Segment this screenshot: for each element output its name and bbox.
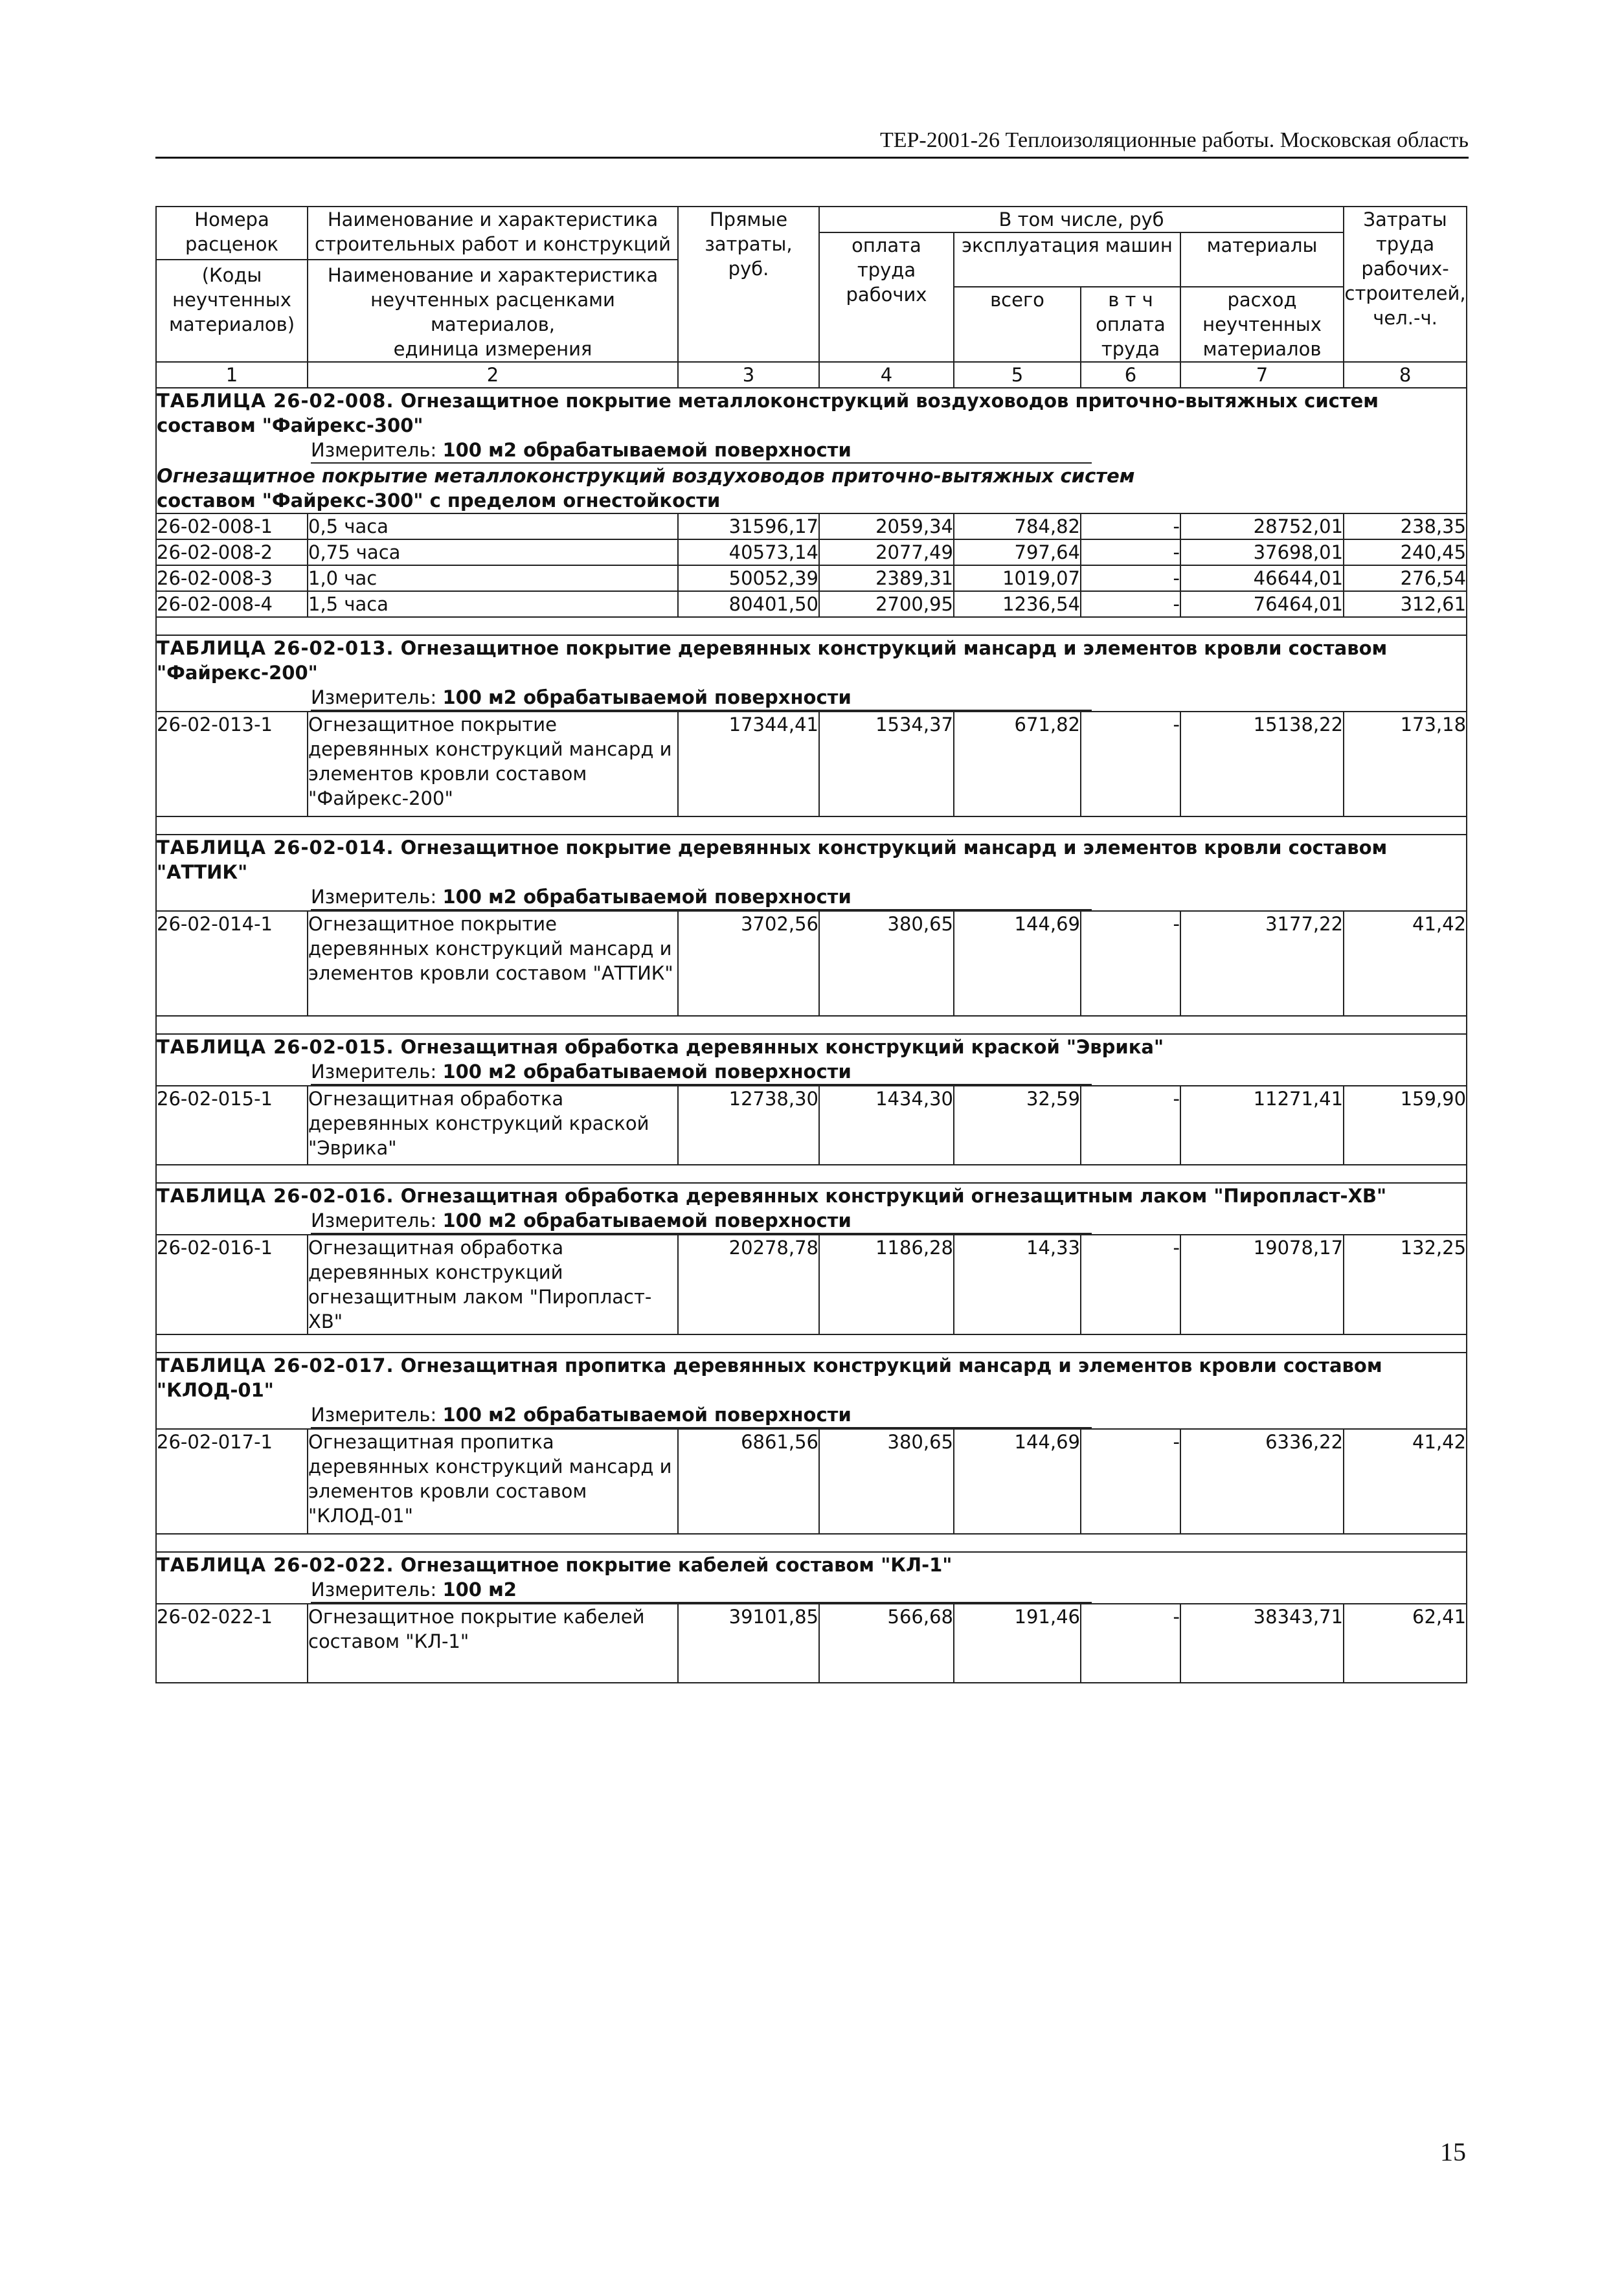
section-title-row	[156, 1552, 1467, 1577]
measure-row	[156, 884, 1467, 911]
measure-row	[156, 1577, 1467, 1604]
measure-cell	[156, 438, 1467, 464]
rate-code: 26-02-022-1	[156, 1604, 308, 1683]
measure-row	[156, 1208, 1467, 1235]
labor-cost: 1186,28	[819, 1235, 954, 1334]
labor-cost: 2059,34	[819, 513, 954, 539]
column-number: 7	[1180, 362, 1344, 388]
table-label: ТАБЛИЦА 26-02-013.	[157, 637, 394, 659]
column-numbers-row	[156, 362, 1467, 388]
machine-cost: 671,82	[954, 712, 1081, 816]
materials-cost: 37698,01	[1180, 539, 1344, 565]
machine-cost: 1236,54	[954, 591, 1081, 617]
header-col4: оплата труда рабочих	[819, 232, 954, 362]
machine-labor-cost: -	[1081, 911, 1180, 1016]
materials-cost: 46644,01	[1180, 565, 1344, 591]
table-title-text: Огнезащитное покрытие металлоконструкций воздуховодов приточно-вытяжных систем составом "Файрекс-300"	[157, 390, 1379, 436]
labor-hours: 62,41	[1344, 1604, 1467, 1683]
machine-cost: 191,46	[954, 1604, 1081, 1683]
work-name: Огнезащитная пропитка деревянных конструкций мансард и элементов кровли составом "КЛОД-01"	[308, 1429, 678, 1534]
section-title-row	[156, 635, 1467, 685]
section-title	[156, 1552, 1467, 1577]
header-col2: Наименование и характеристика строительных работ и конструкций Наименование и характеристика неучтенных расценками материалов, единица измерения	[308, 207, 678, 362]
table-title-text: Огнезащитная пропитка деревянных конструкций мансард и элементов кровли составом "КЛОД-01"	[157, 1355, 1382, 1401]
measure-cell	[156, 884, 1467, 911]
section-title-row	[156, 835, 1467, 884]
page-number: 15	[1440, 2137, 1466, 2166]
column-number: 8	[1344, 362, 1467, 388]
work-name: 0,5 часа	[308, 513, 678, 539]
labor-cost: 1434,30	[819, 1086, 954, 1165]
labor-hours: 276,54	[1344, 565, 1467, 591]
materials-cost: 76464,01	[1180, 591, 1344, 617]
gap-cell	[156, 1165, 1467, 1183]
direct-costs: 40573,14	[678, 539, 819, 565]
direct-costs: 80401,50	[678, 591, 819, 617]
rate-code: 26-02-014-1	[156, 911, 308, 1016]
header-col6: в т ч оплата труда	[1081, 287, 1180, 362]
labor-cost: 2700,95	[819, 591, 954, 617]
section-title	[156, 1183, 1467, 1208]
table-row	[156, 539, 1467, 565]
section-title	[156, 835, 1467, 884]
machine-cost: 144,69	[954, 1429, 1081, 1534]
direct-costs: 20278,78	[678, 1235, 819, 1334]
labor-cost: 1534,37	[819, 712, 954, 816]
labor-cost: 2077,49	[819, 539, 954, 565]
machine-labor-cost: -	[1081, 591, 1180, 617]
labor-cost: 566,68	[819, 1604, 954, 1683]
table-row	[156, 1604, 1467, 1683]
table-row	[156, 565, 1467, 591]
gap-cell	[156, 617, 1467, 635]
rate-code: 26-02-008-3	[156, 565, 308, 591]
rate-code: 26-02-016-1	[156, 1235, 308, 1334]
measure-value: 100 м2 обрабатываемой поверхности	[442, 686, 851, 708]
measure-cell	[156, 1059, 1467, 1086]
labor-hours: 159,90	[1344, 1086, 1467, 1165]
measure-value: 100 м2	[442, 1579, 517, 1601]
header-col5: всего	[954, 287, 1081, 362]
section-title	[156, 635, 1467, 685]
direct-costs: 12738,30	[678, 1086, 819, 1165]
materials-cost: 3177,22	[1180, 911, 1344, 1016]
section-gap	[156, 617, 1467, 635]
work-name: Огнезащитное покрытие деревянных конструкций мансард и элементов кровли составом "Файрекс-200"	[308, 712, 678, 816]
labor-hours: 312,61	[1344, 591, 1467, 617]
section-gap	[156, 1534, 1467, 1552]
machine-labor-cost: -	[1081, 1604, 1180, 1683]
direct-costs: 3702,56	[678, 911, 819, 1016]
measure-label: Измеритель:	[311, 1209, 437, 1231]
measure-row	[156, 685, 1467, 712]
machine-labor-cost: -	[1081, 513, 1180, 539]
measure-row	[156, 1402, 1467, 1429]
machine-labor-cost: -	[1081, 539, 1180, 565]
materials-cost: 28752,01	[1180, 513, 1344, 539]
table-title-text: Огнезащитное покрытие деревянных конструкций мансард и элементов кровли составом "АТТИК"	[157, 837, 1388, 883]
section-title	[156, 388, 1467, 438]
section-title-row	[156, 388, 1467, 438]
work-name: Огнезащитная обработка деревянных конструкций огнезащитным лаком "Пиропласт-ХВ"	[308, 1235, 678, 1334]
table-row	[156, 1086, 1467, 1165]
section-gap	[156, 816, 1467, 835]
materials-cost: 19078,17	[1180, 1235, 1344, 1334]
page-header: ТЕР-2001-26 Теплоизоляционные работы. Московская область	[155, 128, 1469, 159]
materials-cost: 11271,41	[1180, 1086, 1344, 1165]
machine-labor-cost: -	[1081, 565, 1180, 591]
header-col3: Прямые затраты, руб.	[678, 207, 819, 362]
machine-cost: 14,33	[954, 1235, 1081, 1334]
measure-value: 100 м2 обрабатываемой поверхности	[442, 1209, 851, 1231]
measure-value: 100 м2 обрабатываемой поверхности	[442, 1061, 851, 1083]
header-materials: материалы	[1180, 232, 1344, 287]
labor-hours: 41,42	[1344, 911, 1467, 1016]
measure-value: 100 м2 обрабатываемой поверхности	[442, 1404, 851, 1426]
measure-label: Измеритель:	[311, 886, 437, 908]
gap-cell	[156, 1016, 1467, 1034]
materials-cost: 6336,22	[1180, 1429, 1344, 1534]
table-row	[156, 712, 1467, 816]
table-label: ТАБЛИЦА 26-02-017.	[157, 1355, 394, 1377]
rate-code: 26-02-017-1	[156, 1429, 308, 1534]
rate-code: 26-02-008-2	[156, 539, 308, 565]
table-title-text: Огнезащитная обработка деревянных конструкций огнезащитным лаком "Пиропласт-ХВ"	[400, 1185, 1387, 1207]
work-name: Огнезащитная обработка деревянных конструкций краской "Эврика"	[308, 1086, 678, 1165]
table-title-text: Огнезащитное покрытие деревянных конструкций мансард и элементов кровли составом "Файрекс-200"	[157, 637, 1388, 684]
labor-hours: 132,25	[1344, 1235, 1467, 1334]
header-col8: Затраты труда рабочих- строителей, чел.-ч.	[1344, 207, 1467, 362]
column-number: 3	[678, 362, 819, 388]
rate-code: 26-02-008-1	[156, 513, 308, 539]
machine-labor-cost: -	[1081, 1235, 1180, 1334]
machine-labor-cost: -	[1081, 1429, 1180, 1534]
section-title	[156, 1353, 1467, 1402]
labor-cost: 380,65	[819, 911, 954, 1016]
section-title-row	[156, 1353, 1467, 1402]
measure-cell	[156, 1208, 1467, 1235]
measure-label: Измеритель:	[311, 1061, 437, 1083]
header-machines: эксплуатация машин	[954, 232, 1180, 287]
column-number: 4	[819, 362, 954, 388]
header-row-top	[156, 207, 1467, 232]
measure-label: Измеритель:	[311, 1404, 437, 1426]
materials-cost: 38343,71	[1180, 1604, 1344, 1683]
direct-costs: 50052,39	[678, 565, 819, 591]
labor-hours: 238,35	[1344, 513, 1467, 539]
rate-code: 26-02-013-1	[156, 712, 308, 816]
column-number: 1	[156, 362, 308, 388]
measure-value: 100 м2 обрабатываемой поверхности	[442, 439, 851, 461]
section-gap	[156, 1165, 1467, 1183]
section-title	[156, 1034, 1467, 1059]
header-col7: расход неучтенных материалов	[1180, 287, 1344, 362]
table-row	[156, 911, 1467, 1016]
rate-code: 26-02-015-1	[156, 1086, 308, 1165]
table-title-text: Огнезащитное покрытие кабелей составом "КЛ-1"	[400, 1554, 953, 1576]
subtitle-line: Огнезащитное покрытие металлоконструкций воздуховодов приточно-вытяжных систем	[157, 465, 1135, 487]
labor-hours: 173,18	[1344, 712, 1467, 816]
section-title-row	[156, 1183, 1467, 1208]
machine-cost: 32,59	[954, 1086, 1081, 1165]
table-row	[156, 591, 1467, 617]
machine-cost: 797,64	[954, 539, 1081, 565]
gap-cell	[156, 816, 1467, 835]
labor-hours: 41,42	[1344, 1429, 1467, 1534]
section-gap	[156, 1334, 1467, 1353]
materials-cost: 15138,22	[1180, 712, 1344, 816]
subtitle-row	[156, 464, 1467, 513]
measure-row	[156, 438, 1467, 464]
labor-cost: 2389,31	[819, 565, 954, 591]
column-number: 2	[308, 362, 678, 388]
table-title-text: Огнезащитная обработка деревянных конструкций краской "Эврика"	[400, 1036, 1164, 1058]
table-label: ТАБЛИЦА 26-02-008.	[157, 390, 394, 412]
machine-cost: 784,82	[954, 513, 1081, 539]
column-number: 5	[954, 362, 1081, 388]
machine-cost: 144,69	[954, 911, 1081, 1016]
work-name: Огнезащитное покрытие кабелей составом "КЛ-1"	[308, 1604, 678, 1683]
work-name: 0,75 часа	[308, 539, 678, 565]
section-gap	[156, 1016, 1467, 1034]
measure-row	[156, 1059, 1467, 1086]
measure-cell	[156, 1577, 1467, 1604]
machine-labor-cost: -	[1081, 1086, 1180, 1165]
table-label: ТАБЛИЦА 26-02-022.	[157, 1554, 394, 1576]
measure-label: Измеритель:	[311, 686, 437, 708]
header-group: В том числе, руб	[819, 207, 1344, 232]
direct-costs: 39101,85	[678, 1604, 819, 1683]
labor-cost: 380,65	[819, 1429, 954, 1534]
machine-cost: 1019,07	[954, 565, 1081, 591]
table-label: ТАБЛИЦА 26-02-014.	[157, 837, 394, 859]
gap-cell	[156, 1334, 1467, 1353]
rates-table	[155, 206, 1467, 1683]
machine-labor-cost: -	[1081, 712, 1180, 816]
direct-costs: 31596,17	[678, 513, 819, 539]
measure-cell	[156, 685, 1467, 712]
work-name: 1,5 часа	[308, 591, 678, 617]
table-row	[156, 1429, 1467, 1534]
work-name: Огнезащитное покрытие деревянных конструкций мансард и элементов кровли составом "АТТИК"	[308, 911, 678, 1016]
labor-hours: 240,45	[1344, 539, 1467, 565]
table-row	[156, 1235, 1467, 1334]
gap-cell	[156, 1534, 1467, 1552]
table-label: ТАБЛИЦА 26-02-015.	[157, 1036, 394, 1058]
table-label: ТАБЛИЦА 26-02-016.	[157, 1185, 394, 1207]
measure-cell	[156, 1402, 1467, 1429]
table-row	[156, 513, 1467, 539]
subtitle	[156, 464, 1467, 513]
measure-value: 100 м2 обрабатываемой поверхности	[442, 886, 851, 908]
rate-code: 26-02-008-4	[156, 591, 308, 617]
measure-label: Измеритель:	[311, 1579, 437, 1601]
section-title-row	[156, 1034, 1467, 1059]
header-col1: Номера расценок (Коды неучтенных материалов)	[156, 207, 308, 362]
subtitle-line: составом "Файрекс-300" с пределом огнестойкости	[157, 489, 721, 512]
column-number: 6	[1081, 362, 1180, 388]
direct-costs: 17344,41	[678, 712, 819, 816]
direct-costs: 6861,56	[678, 1429, 819, 1534]
work-name: 1,0 час	[308, 565, 678, 591]
measure-label: Измеритель:	[311, 439, 437, 461]
